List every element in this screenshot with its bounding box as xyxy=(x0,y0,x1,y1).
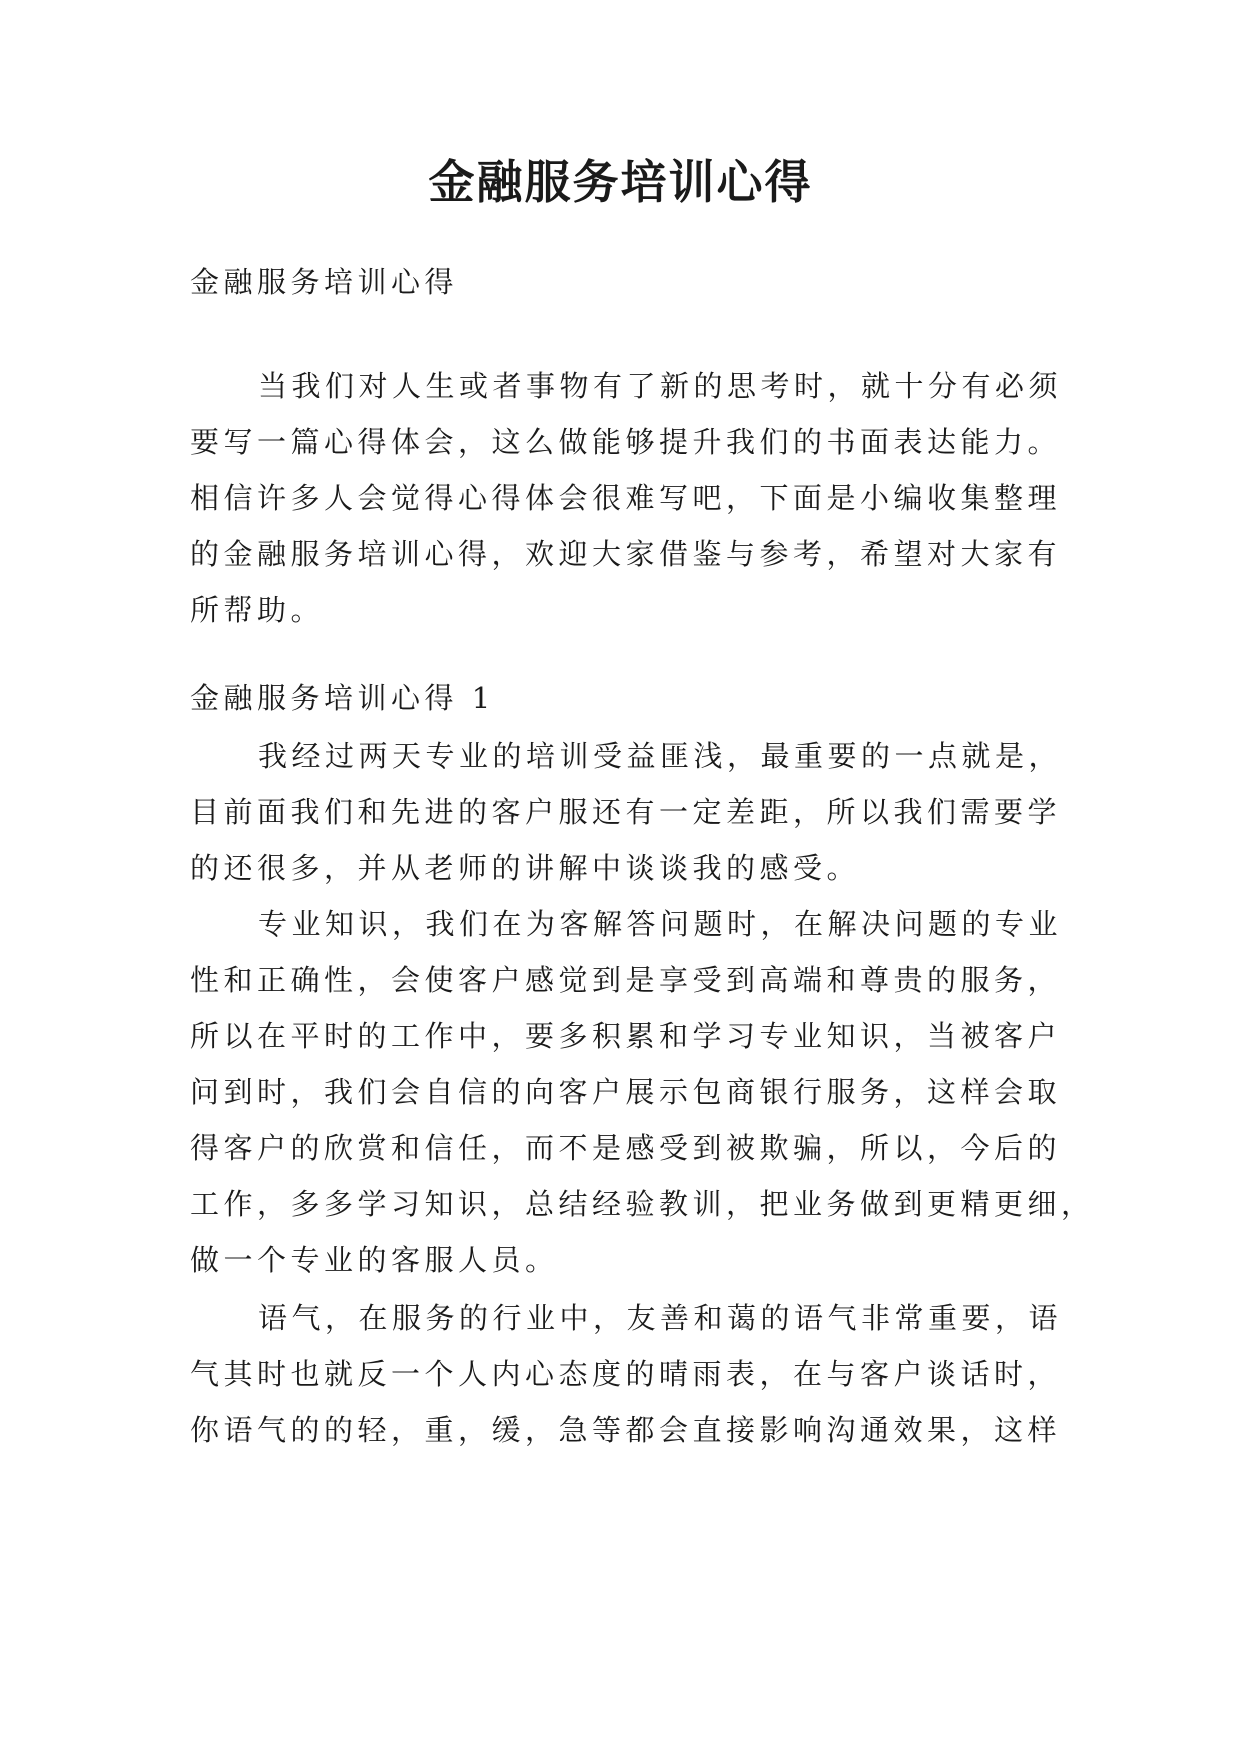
intro-line: 的金融服务培训心得，欢迎大家借鉴与参考，希望对大家有 xyxy=(190,537,1062,571)
paragraph-line: 气其时也就反一个人内心态度的晴雨表，在与客户谈话时， xyxy=(190,1357,1062,1391)
paragraph-line: 专业知识，我们在为客解答问题时，在解决问题的专业 xyxy=(258,907,1063,941)
paragraph-line: 性和正确性，会使客户感觉到是享受到高端和尊贵的服务， xyxy=(190,963,1062,997)
section-paragraph-3 xyxy=(190,1290,1063,1458)
paragraph-line: 工作，多多学习知识，总结经验教训，把业务做到更精更细， xyxy=(190,1187,1095,1221)
section-paragraph-2 xyxy=(190,896,1095,1288)
intro-line: 所帮助。 xyxy=(190,593,325,627)
intro-line: 要写一篇心得体会，这么做能够提升我们的书面表达能力。 xyxy=(190,425,1062,459)
intro-line: 当我们对人生或者事物有了新的思考时，就十分有必须 xyxy=(258,369,1063,403)
paragraph-line: 所以在平时的工作中，要多积累和学习专业知识，当被客户 xyxy=(190,1019,1062,1053)
document-subtitle: 金融服务培训心得 xyxy=(190,265,459,299)
paragraph-line: 我经过两天专业的培训受益匪浅，最重要的一点就是， xyxy=(258,739,1063,773)
paragraph-line: 问到时，我们会自信的向客户展示包商银行服务，这样会取 xyxy=(190,1075,1062,1109)
paragraph-line: 做一个专业的客服人员。 xyxy=(190,1243,559,1277)
document-title: 金融服务培训心得 xyxy=(428,155,813,209)
paragraph-line: 的还很多，并从老师的讲解中谈谈我的感受。 xyxy=(190,851,861,885)
paragraph-line: 你语气的的轻，重，缓，急等都会直接影响沟通效果，这样 xyxy=(190,1413,1062,1447)
section-heading: 金融服务培训心得 1 xyxy=(190,681,495,715)
intro-paragraph xyxy=(190,358,1063,638)
section-paragraph-1 xyxy=(190,728,1063,896)
paragraph-line: 得客户的欣赏和信任，而不是感受到被欺骗，所以，今后的 xyxy=(190,1131,1062,1165)
intro-line: 相信许多人会觉得心得体会很难写吧，下面是小编收集整理 xyxy=(190,481,1062,515)
paragraph-line: 目前面我们和先进的客户服还有一定差距，所以我们需要学 xyxy=(190,795,1062,829)
paragraph-line: 语气，在服务的行业中，友善和蔼的语气非常重要，语 xyxy=(258,1301,1063,1335)
